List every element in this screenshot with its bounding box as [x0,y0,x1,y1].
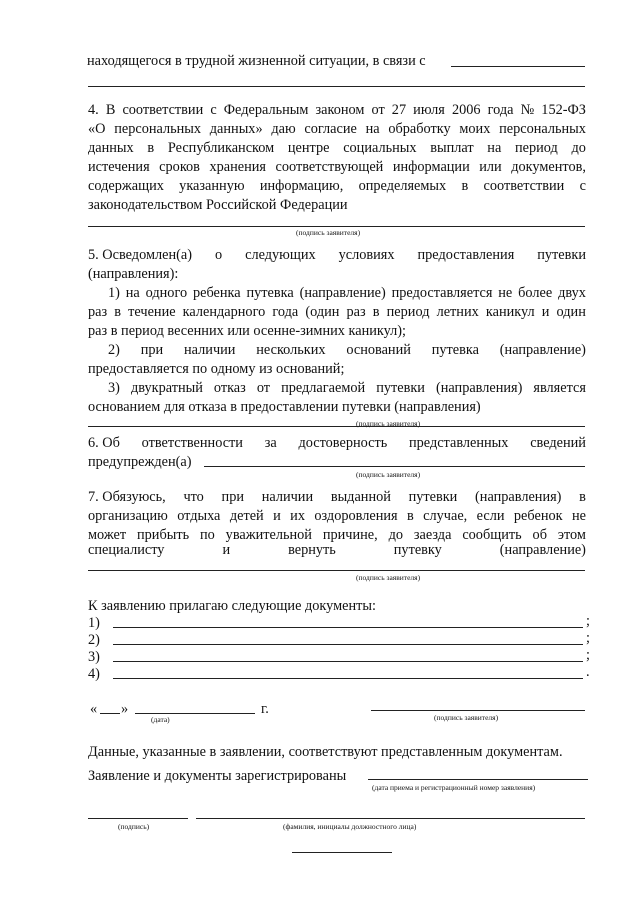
doc-item-1-field[interactable] [113,627,583,628]
p5-word: предоставления [417,247,515,263]
word: Республиканском [167,140,275,156]
word: уважительной [225,527,312,543]
p5-item1-line-2 [88,303,586,321]
word: указанную [179,178,245,194]
word: если [476,508,505,524]
docs-heading: К заявлению прилагаю следующие документы: [88,598,376,614]
word: социальных [343,140,417,156]
word: в [406,508,414,524]
word: соответствии [483,178,565,194]
p7-word: 7. Обязуюсь, [88,489,166,505]
word: детей [229,508,264,524]
word: центре [287,140,330,156]
word: на [487,140,502,156]
p7-line4-word: (направление) [499,542,586,558]
word: отказ [213,380,246,396]
p5-word: следующих [245,247,316,263]
p7-word: что [183,489,204,505]
word: 4. [88,102,99,118]
word: не [571,508,586,524]
word: на [125,285,140,301]
word: хранения [209,159,266,175]
word: с [579,178,586,194]
word: выплат [430,140,474,156]
situation-line: находящегося в трудной жизненной ситуации, в связи с [87,53,426,69]
p4-line-4 [88,158,586,176]
word: (направления) [435,380,523,396]
p7-line4-word: и [222,542,231,558]
p5-heading-line-2: (направления): [88,266,179,282]
date-day-field[interactable] [100,713,120,714]
word: (направление) [299,285,386,301]
p5-item2-word: наличии [184,342,236,358]
word: летних [436,304,479,320]
date-open-quote: « [90,701,98,717]
word: данных [88,140,134,156]
word: 3) [108,380,120,396]
doc-item-end: ; [586,647,590,663]
word: истечения [88,159,150,175]
p6-word: за [264,435,277,451]
date-month-year-field[interactable] [135,713,255,714]
word: каникул [485,304,535,320]
word: от [256,380,271,396]
word: раз [88,304,108,320]
word: двукратный [130,380,203,396]
word: и [273,508,281,524]
word: документов, [511,159,586,175]
p5-item2-word: 2) [108,342,120,358]
p7-word: выданной [330,489,391,505]
word: 1) [108,285,120,301]
word: может [88,527,127,543]
word: года [272,304,299,320]
word: № [520,102,535,118]
p5-signature-line[interactable] [88,426,585,427]
p5-item3-line-1 [108,379,586,397]
word: информацию, [259,178,344,194]
p7-word: в [579,489,586,505]
word: оздоровления [314,508,398,524]
p4-line-2 [88,120,586,138]
date-caption: (дата) [151,715,170,724]
word: В [105,102,116,118]
doc-item-end: ; [586,613,590,629]
word: в [147,140,155,156]
p7-line4-word: вернуть [288,542,336,558]
doc-item-3-field[interactable] [113,661,583,662]
registration-caption: (дата приема и регистрационный номер заявления) [372,783,536,792]
word: об [532,527,547,543]
word: их [290,508,305,524]
word: соответствующей [275,159,384,175]
doc-item-2-field[interactable] [113,644,583,645]
p5-heading-line-1 [88,246,586,264]
word: период [515,140,558,156]
word: соответствии [122,102,204,118]
official-name-caption: (фамилия, инициалы должностного лица) [283,822,417,831]
word: содержащих [88,178,164,194]
date-signature-line[interactable] [371,710,585,711]
doc-item-number: 1) [88,615,100,631]
p5-word: условиях [338,247,395,263]
word: раз [346,304,366,320]
doc-item-4-field[interactable] [113,678,583,679]
date-signature-caption: (подпись заявителя) [434,713,499,722]
word: прибыть [137,527,190,543]
word: причине, [322,527,378,543]
p5-item1-line-3: раз в период весенних или осенне-зимних каникул); [88,323,407,339]
p7-signature-line[interactable] [88,570,585,571]
registration-field[interactable] [368,779,588,780]
p4-line-1 [88,101,586,119]
word: «О [88,121,106,137]
word: или [479,159,502,175]
word: сообщить [462,527,522,543]
p4-signature-line[interactable] [88,226,585,227]
word: от [371,102,385,118]
word: персональных [499,121,586,137]
registered-text: Заявление и документы зарегистрированы [88,768,347,784]
word: 152-ФЗ [541,102,586,118]
word: сроков [159,159,200,175]
word: по [199,527,215,543]
p7-line4-word: путевку [393,542,442,558]
word: предоставляется [391,285,493,301]
p5-word: путевки [537,247,586,263]
p7-heading-line-1 [88,488,586,506]
doc-item-end: ; [586,630,590,646]
p6-word: сведений [530,435,586,451]
p7-word: наличии [261,489,314,505]
p5-item2-word: путевка [431,342,479,358]
word: персональных [114,121,202,137]
p6-heading-line-1 [88,434,586,452]
word: ребенка [192,285,241,301]
word: не [498,285,513,301]
p7-line-2 [88,507,586,525]
word: моих [459,121,491,137]
word: случае, [423,508,468,524]
word: 27 [391,102,407,118]
word: даю [271,121,296,137]
word: до [571,140,586,156]
p6-word: ответственности [141,435,243,451]
p5-item1-line-1 [108,284,586,302]
p4-line-3 [88,139,586,157]
word: 2006 [451,102,481,118]
p4-signature-caption: (подпись заявителя) [296,228,361,237]
word: в [372,304,380,320]
word: более [518,285,553,301]
p7-word: (направления) [475,489,562,505]
p5-item2-line-2: предоставляется по одному из оснований; [88,361,345,377]
word: с [210,102,217,118]
word: законом [315,102,365,118]
word: этом [557,527,586,543]
p6-signature-line[interactable] [204,466,585,467]
p6-signature-caption: (подпись заявителя) [356,470,421,479]
word: в [114,304,122,320]
p5-signature-caption: (подпись заявителя) [356,419,421,428]
end-divider [292,852,392,853]
word: на [365,121,380,137]
doc-item-number: 3) [88,649,100,665]
word: согласие [304,121,357,137]
official-signature-line[interactable] [88,818,188,819]
doc-item-end: . [586,664,590,680]
word: (один [305,304,340,320]
word: Федеральным [223,102,309,118]
p5-item2-word: оснований [346,342,411,358]
word: календарного [182,304,266,320]
word: определяемых [358,178,447,194]
confirm-text: Данные, указанные в заявлении, соответствуют представленным документам. [88,744,563,760]
p7-word: путевки [408,489,458,505]
word: предлагаемой [281,380,366,396]
word: путевки [376,380,425,396]
p7-line-4 [88,541,586,559]
word: в [461,178,469,194]
word: информации [392,159,470,175]
word: организацию [88,508,168,524]
p5-item2-word: нескольких [256,342,326,358]
word: одного [145,285,188,301]
word: двух [558,285,586,301]
p6-word: представленных [408,435,509,451]
official-name-line[interactable] [196,818,585,819]
p5-item2-line-1 [108,341,586,359]
doc-item-number: 2) [88,632,100,648]
word: года [487,102,514,118]
word: июля [413,102,445,118]
p7-signature-caption: (подпись заявителя) [356,573,421,582]
p5-word: 5. Осведомлен(а) [88,247,192,263]
word: путевка [246,285,294,301]
situation-blank-2[interactable] [88,86,585,87]
p5-item2-word: при [140,342,164,358]
p5-word: о [214,247,223,263]
p7-line4-word: специалисту [88,542,165,558]
word: отдыха [177,508,221,524]
word: до [388,527,404,543]
situation-blank[interactable] [451,66,585,67]
word: заезда [413,527,452,543]
date-close-quote: » [121,701,129,717]
p7-word: при [221,489,244,505]
p6-word: достоверность [298,435,388,451]
p5-item3-line-2: основанием для отказа в предоставлении путевки (направления) [88,399,481,415]
word: является [533,380,586,396]
word: ребенок [513,508,563,524]
word: обработку [388,121,451,137]
word: период [386,304,430,320]
word: один [556,304,586,320]
p6-line-2: предупрежден(а) [88,454,192,470]
date-year-suffix: г. [261,701,269,717]
word: и [541,304,550,320]
p6-word: 6. Об [88,435,120,451]
official-signature-caption: (подпись) [118,822,150,831]
word: течение [128,304,176,320]
word: данных» [209,121,263,137]
p4-line-5 [88,177,586,195]
doc-item-number: 4) [88,666,100,682]
p4-line-6: законодательством Российской Федерации [88,197,348,213]
p5-item2-word: (направление) [499,342,586,358]
